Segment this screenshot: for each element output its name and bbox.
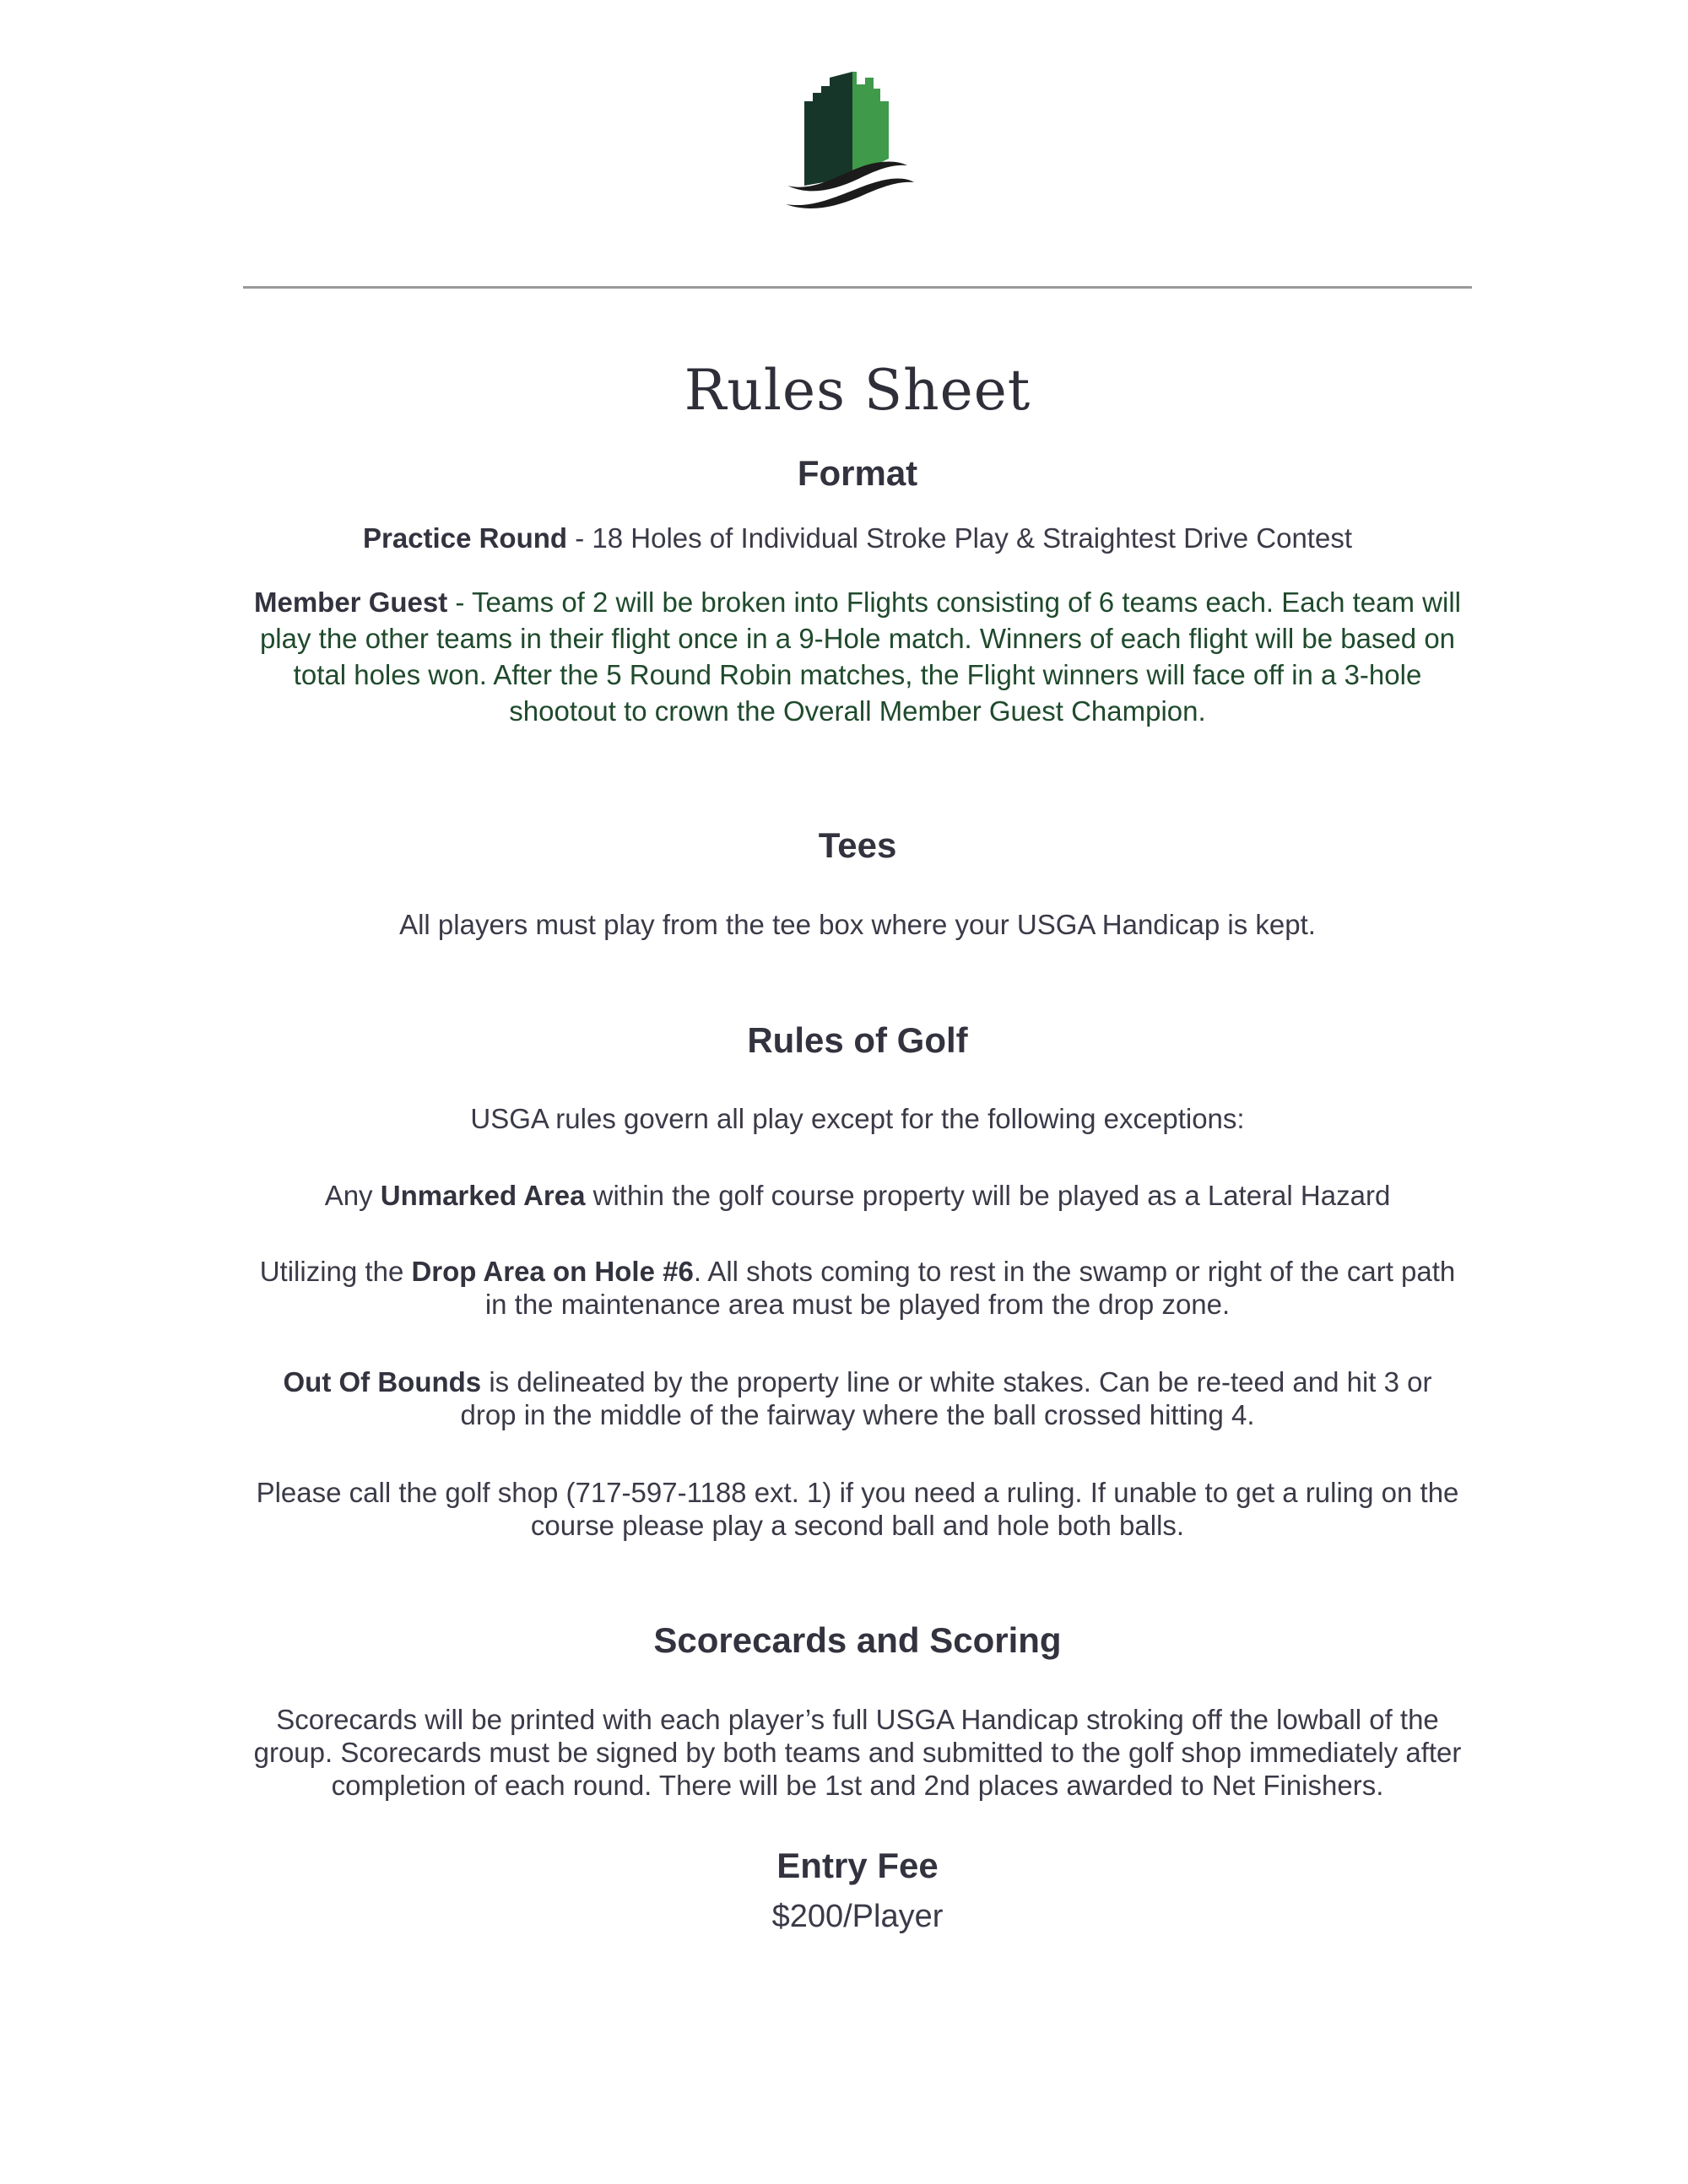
out-of-bounds-text: is delineated by the property line or white stakes. Can be re-teed and hit 3 or drop in the middle of the fairway where the ball crossed hitting 4. <box>460 1366 1432 1430</box>
entry-fee-heading: Entry Fee <box>776 1846 939 1885</box>
out-of-bounds-label: Out Of Bounds <box>283 1366 482 1397</box>
rules-heading: Rules of Golf <box>747 1020 968 1060</box>
entry-fee-amount: $200/Player <box>771 1899 944 1934</box>
drop-area-paragraph <box>253 1255 1462 1321</box>
member-guest-paragraph <box>243 584 1472 729</box>
practice-round-paragraph <box>236 522 1479 554</box>
unmarked-area-post: within the golf course property will be played as a Lateral Hazard <box>585 1180 1391 1211</box>
unmarked-area-paragraph <box>236 1179 1479 1212</box>
out-of-bounds-paragraph <box>253 1365 1462 1431</box>
ruling-call-paragraph: Please call the golf shop (717-597-1188 ext. 1) if you need a ruling. If unable to get a ruling on the course please play a second ball and hole both balls. <box>256 1477 1459 1541</box>
logo-graphic <box>781 68 924 215</box>
logo-tower-dark <box>804 72 852 186</box>
member-guest-label: Member Guest <box>253 587 448 618</box>
unmarked-area-label: Unmarked Area <box>380 1180 586 1211</box>
header-divider <box>243 286 1472 289</box>
unmarked-area-pre: Any <box>324 1180 381 1211</box>
tees-paragraph: All players must play from the tee box where your USGA Handicap is kept. <box>399 909 1316 940</box>
member-guest-text: - Teams of 2 will be broken into Flights consisting of 6 teams each. Each team will play the other teams in their flight once in a 9-Hole match. Winners of each flight will be based on total holes won. After the 5 Round Robin matches, the Flight winners will face off in a 3-hole shootout to crown the Overall Member Guest Champion. <box>259 587 1461 727</box>
tees-heading: Tees <box>818 825 897 865</box>
rules-intro-paragraph: USGA rules govern all play except for the following exceptions: <box>470 1103 1245 1134</box>
scoring-paragraph: Scorecards will be printed with each player’s full USGA Handicap stroking off the lowball of the group. Scorecards must be signed by both teams and submitted to the golf shop immediately after completion of each round. There will be 1st and 2nd places awarded to Net Finishers. <box>253 1704 1462 1801</box>
logo-tower-light <box>852 72 889 176</box>
practice-round-text: - 18 Holes of Individual Stroke Play & Straightest Drive Contest <box>567 522 1352 554</box>
drop-area-pre: Utilizing the <box>259 1256 412 1287</box>
page-title: Rules Sheet <box>684 358 1031 423</box>
scoring-heading: Scorecards and Scoring <box>653 1620 1062 1660</box>
format-heading: Format <box>797 453 918 493</box>
practice-round-label: Practice Round <box>363 522 568 554</box>
drop-area-post: . All shots coming to rest in the swamp or right of the cart path in the maintenance area must be played from the drop zone. <box>484 1256 1456 1320</box>
castle-wave-logo-icon <box>781 68 924 215</box>
drop-area-label: Drop Area on Hole #6 <box>411 1256 694 1287</box>
